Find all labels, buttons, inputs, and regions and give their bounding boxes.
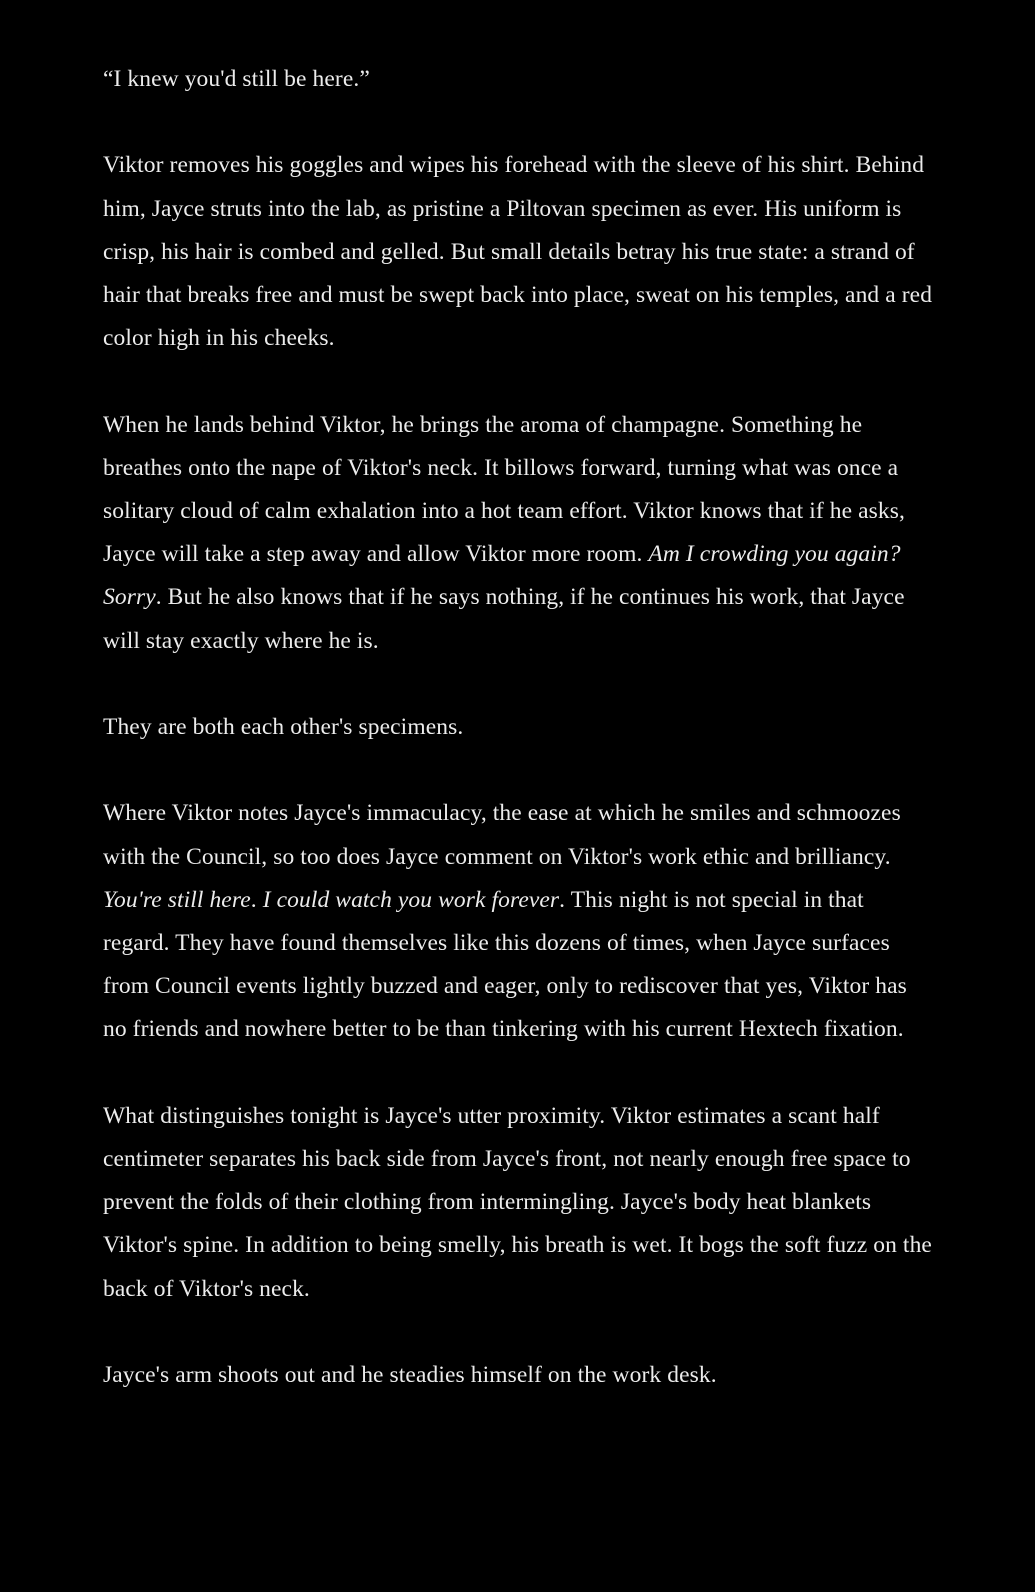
- paragraph-3-text-b: . But he also knows that if he says nothing, if he continues his work, that Jayce will stay exactly where he is.: [103, 584, 905, 654]
- paragraph-3: [103, 404, 933, 663]
- paragraph-3-text-a: When he lands behind Viktor, he brings the aroma of champagne. Something he breathes onto the nape of Viktor's neck. It billows forward, turning what was once a solitary cloud of calm exhalation into a hot team effort. Viktor knows that if he asks, Jayce will take a step away and allow Viktor more room.: [103, 411, 905, 568]
- paragraph-7-text: Jayce's arm shoots out and he steadies himself on the work desk.: [103, 1362, 717, 1388]
- paragraph-2-text: Viktor removes his goggles and wipes his forehead with the sleeve of his shirt. Behind him, Jayce struts into the lab, as pristine a Piltovan specimen as ever. His uniform is crisp, his hair is combed and gelled. But small details betray his true state: a strand of hair that breaks free and must be swept back into place, sweat on his temples, and a red color high in his cheeks.: [103, 152, 933, 352]
- paragraph-4: [103, 706, 933, 749]
- paragraph-6: [103, 1095, 933, 1311]
- paragraph-5-italic-dialogue-1: You're still here: [103, 886, 251, 913]
- paragraph-5-italic-dialogue-2: I could watch you work forever: [262, 886, 560, 913]
- paragraph-5-text-a: Where Viktor notes Jayce's immaculacy, the ease at which he smiles and schmoozes with the Council, so too does Jayce comment on Viktor's work ethic and brilliancy.: [103, 800, 901, 870]
- paragraph-7: [103, 1354, 933, 1397]
- paragraph-5-text-b: .: [250, 886, 263, 913]
- paragraph-4-text: They are both each other's specimens.: [103, 714, 464, 740]
- paragraph-5-text-c: . This night is not special in that regard. They have found themselves like this dozens of times, when Jayce surfaces from Council events lightly buzzed and eager, only to rediscover that yes, Viktor has no friends and nowhere better to be than tinkering with his current Hextech fixation.: [103, 886, 907, 1043]
- paragraph-2: [103, 144, 933, 360]
- paragraph-6-text: What distinguishes tonight is Jayce's utter proximity. Viktor estimates a scant half centimeter separates his back side from Jayce's front, not nearly enough free space to prevent the folds of their clothing from intermingling. Jayce's body heat blankets Viktor's spine. In addition to being smelly, his breath is wet. It bogs the soft fuzz on the back of Viktor's neck.: [103, 1102, 932, 1302]
- paragraph-1-text: “I knew you'd still be here.”: [103, 66, 370, 92]
- story-text: [103, 58, 933, 1397]
- paragraph-3-italic-dialogue: Am I crowding you again? Sorry: [103, 541, 901, 611]
- paragraph-1: [103, 58, 933, 101]
- paragraph-5: [103, 792, 933, 1051]
